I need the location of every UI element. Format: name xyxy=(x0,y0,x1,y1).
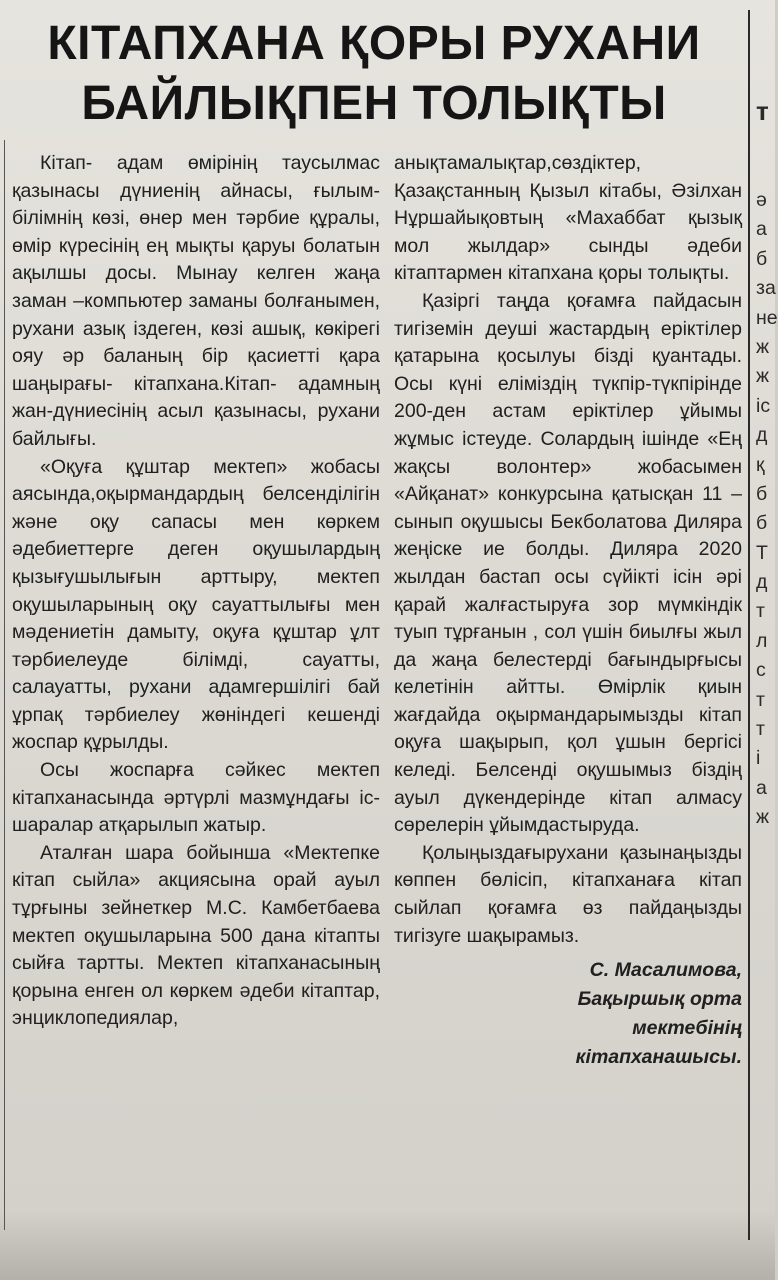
fragment-line: қ xyxy=(756,453,765,476)
fragment-line: ж xyxy=(756,365,770,388)
fragment-line: ж xyxy=(756,806,770,829)
paragraph: Кітап- адам өмірінің таусылмас қазынасы дүниенің айнасы, ғылым- білімнің көзі, өнер мен тәрбие құралы, өмір күресінің ең мықты қаруы болатын ақылшы досы. Мынау келген жаңа заман –компьютер заманы болғанымен, рухани азық іздеген, көзі ашық, көкірегі ояу әр баланың бір қасиетті қара шаңырағы- кітапхана.Кітап- адамның жан-дүниесінің асыл қазынасы, рухани байлығы. xyxy=(12,152,380,450)
next-column-fragment-title: т xyxy=(756,96,769,126)
article-column-middle xyxy=(394,150,742,1072)
article-column-left xyxy=(12,150,380,1033)
fragment-line: д xyxy=(756,571,768,594)
fragment-line: т xyxy=(756,718,765,741)
author-name: С. Масалимова, xyxy=(589,959,742,982)
author-school: Бақыршық орта xyxy=(577,988,742,1011)
author-signature xyxy=(394,956,742,1072)
page-shadow xyxy=(0,1210,775,1280)
paragraph: Осы жоспарға сәйкес мектеп кітапханасында әртүрлі мазмұндағы іс-шаралар атқарылып жатыр. xyxy=(12,759,380,837)
fragment-line: д xyxy=(756,424,768,447)
fragment-line: а xyxy=(756,218,767,241)
column-divider-right xyxy=(748,10,750,1240)
next-column-fragment xyxy=(756,186,778,833)
fragment-line: т xyxy=(756,600,765,623)
fragment-line: б xyxy=(756,482,768,505)
fragment-line: Т xyxy=(756,541,768,564)
headline-line-2: БАЙЛЫҚПЕН ТОЛЫҚТЫ xyxy=(81,77,667,130)
author-role: кітапханашысы. xyxy=(575,1046,742,1069)
fragment-line: за xyxy=(756,277,776,300)
paragraph: «Оқуға құштар мектеп» жобасы аясында,оқырмандардың белсенділігін және оқу сапасы мен көркем әдебиеттерге деген оқушылардың қызығушылығын арттыру, мектеп оқушыларының оқу сауаттылығы мен мәдениетін дамыту, оқуға құштар ұлт тәрбиелеуде білімді, сауатты, салауатты, рухани адамгершілігі бай ұрпақ тәрбиелеу жөніндегі кешенді жоспар құрылды. xyxy=(12,455,380,754)
fragment-line: б xyxy=(756,512,768,535)
paragraph: Қазіргі таңда қоғамға пайдасын тигіземін деуші жастардың еріктілер қатарына қосылуы бізді қуантады. Осы күні еліміздің түкпір-түкпірінде 200-ден астам еріктілер ұйымы жұмыс істеуде. Солардың ішінде «Ең жақсы волонтер» жобасымен «Айқанат» конкурсына қатысқан 11 –сынып оқушысы Бекболатова Диляра жеңіске ие болды. Диляра 2020 жылдан бастап осы сүйікті ісін әрі қарай жалғастыруға зор мүмкіндік туып тұрғанын , сол үшін биылғы жыл да жаңа белестерді бағындырғысы келетінін айтты. Өмірлік қиын жағдайда оқырмандарымызды кітап оқуға шақырып, қол ұшын бергісі келеді. Белсенді оқушымыз біздің ауыл дүкендерінде кітап алмасу сөрелерін ұйымдастыруда. xyxy=(394,289,742,837)
fragment-line: не xyxy=(756,306,778,329)
fragment-line: і xyxy=(756,747,761,770)
fragment-line: ж xyxy=(756,335,770,358)
headline-line-1: КІТАПХАНА ҚОРЫ РУХАНИ xyxy=(47,17,701,70)
paragraph: анықтамалықтар,сөздіктер, Қазақстанның Қызыл кітабы, Әзілхан Нұршайықовтың «Махаббат қызық мол жылдар» сынды әдеби кітаптармен кітапхана қоры толықты. xyxy=(394,152,742,285)
fragment-line: б xyxy=(756,247,768,270)
fragment-line: с xyxy=(756,659,766,682)
fragment-line: ә xyxy=(756,189,767,211)
paragraph: Қолыңыздағырухани қазынаңызды көппен бөлісіп, кітапханаға кітап сыйлап қоғамға өз пайдаңызды тигізуге шақырамыз. xyxy=(394,841,742,947)
fragment-line: іс xyxy=(756,394,771,417)
paragraph: Аталған шара бойынша «Мектепке кітап сыйла» акциясына орай ауыл тұрғыны зейнеткер М.С. Камбетбаева мектеп оқушыларына 500 дана кітапты сыйға тартты. Мектеп кітапханасының қорына енген ол көркем әдеби кітаптар, энциклопедиялар, xyxy=(12,841,380,1030)
column-divider-left xyxy=(4,140,5,1230)
fragment-line: а xyxy=(756,776,767,799)
fragment-line: л xyxy=(756,629,768,652)
author-school-2: мектебінің xyxy=(632,1017,742,1040)
fragment-line: т xyxy=(756,688,765,711)
